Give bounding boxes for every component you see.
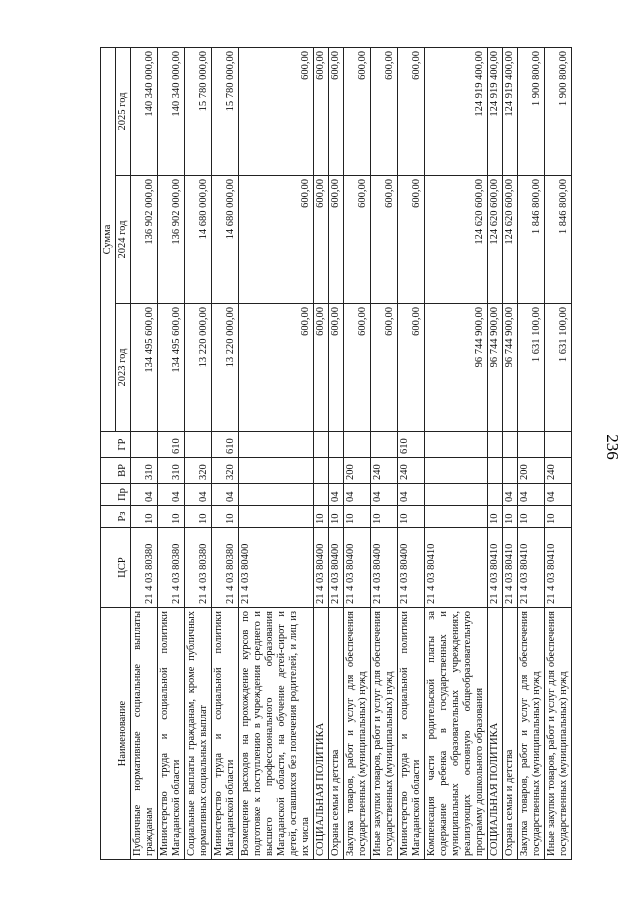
row-pr: 04 — [545, 484, 572, 506]
row-gr: 610 — [398, 432, 425, 458]
row-csr: 21 4 03 80380 — [131, 528, 158, 608]
row-2025: 124 919 400,00 — [503, 47, 518, 175]
page-number: 236 — [603, 434, 622, 460]
row-vr — [503, 458, 518, 484]
row-2023: 600,00 — [329, 304, 344, 432]
row-pr: 04 — [185, 484, 212, 506]
row-csr: 21 4 03 80400 — [371, 528, 398, 608]
row-2024: 124 620 600,00 — [488, 176, 503, 304]
table-row — [212, 47, 239, 859]
row-2025: 15 780 000,00 — [212, 47, 239, 175]
row-2024: 1 846 800,00 — [545, 176, 572, 304]
row-vr: 200 — [518, 458, 545, 484]
header-name: Наименование — [101, 608, 131, 860]
row-rz: 10 — [329, 506, 344, 528]
budget-table — [100, 47, 572, 860]
row-csr: 21 4 03 80400 — [329, 528, 344, 608]
header-2024: 2024 год — [116, 176, 131, 304]
row-rz: 10 — [371, 506, 398, 528]
row-vr: 240 — [545, 458, 572, 484]
row-name: Иные закупки товаров, работ и услуг для обеспечения государственных (муниципальных) нужд — [371, 608, 398, 860]
row-2023: 1 631 100,00 — [545, 304, 572, 432]
row-gr — [518, 432, 545, 458]
row-csr: 21 4 03 80400 — [344, 528, 371, 608]
row-vr: 310 — [158, 458, 185, 484]
row-vr — [239, 458, 314, 484]
row-pr — [488, 484, 503, 506]
header-2025: 2025 год — [116, 47, 131, 175]
row-2023: 96 744 900,00 — [503, 304, 518, 432]
row-2025: 1 900 800,00 — [545, 47, 572, 175]
row-2023: 134 495 600,00 — [158, 304, 185, 432]
row-csr: 21 4 03 80400 — [239, 528, 314, 608]
row-2024: 600,00 — [371, 176, 398, 304]
row-name: Публичные нормативные социальные выплаты гражданам — [131, 608, 158, 860]
budget-table-container — [100, 48, 576, 860]
row-pr: 04 — [344, 484, 371, 506]
row-csr: 21 4 03 80410 — [425, 528, 488, 608]
row-2024: 600,00 — [239, 176, 314, 304]
row-vr — [425, 458, 488, 484]
row-vr — [329, 458, 344, 484]
table-row — [344, 47, 371, 859]
row-2024: 600,00 — [344, 176, 371, 304]
row-name: Закупка товаров, работ и услуг для обеспечения государственных (муниципальных) нужд — [344, 608, 371, 860]
table-row — [371, 47, 398, 859]
row-2025: 600,00 — [239, 47, 314, 175]
row-rz — [239, 506, 314, 528]
row-2025: 600,00 — [371, 47, 398, 175]
row-csr: 21 4 03 80380 — [185, 528, 212, 608]
row-gr: 610 — [212, 432, 239, 458]
row-gr — [344, 432, 371, 458]
row-csr: 21 4 03 80400 — [398, 528, 425, 608]
row-2025: 1 900 800,00 — [518, 47, 545, 175]
row-rz: 10 — [545, 506, 572, 528]
header-rz: Рз — [101, 506, 131, 528]
row-pr: 04 — [131, 484, 158, 506]
header-sum: Сумма — [101, 47, 116, 431]
row-name: Охрана семьи и детства — [503, 608, 518, 860]
row-2023: 600,00 — [371, 304, 398, 432]
row-pr: 04 — [158, 484, 185, 506]
table-body — [131, 47, 572, 859]
row-name: Министерство труда и социальной политики Магаданской области — [398, 608, 425, 860]
row-2024: 136 902 000,00 — [131, 176, 158, 304]
row-pr: 04 — [398, 484, 425, 506]
row-csr: 21 4 03 80410 — [518, 528, 545, 608]
row-name: Министерство труда и социальной политики Магаданской области — [158, 608, 185, 860]
row-gr — [425, 432, 488, 458]
row-2025: 600,00 — [398, 47, 425, 175]
row-2025: 600,00 — [329, 47, 344, 175]
row-2024: 136 902 000,00 — [158, 176, 185, 304]
row-pr: 04 — [503, 484, 518, 506]
row-pr: 04 — [518, 484, 545, 506]
row-pr: 04 — [212, 484, 239, 506]
row-2024: 14 680 000,00 — [212, 176, 239, 304]
table-row — [398, 47, 425, 859]
row-2024: 14 680 000,00 — [185, 176, 212, 304]
row-2024: 600,00 — [314, 176, 329, 304]
row-rz: 10 — [212, 506, 239, 528]
row-rz: 10 — [185, 506, 212, 528]
row-rz — [425, 506, 488, 528]
table-row — [158, 47, 185, 859]
header-pr: Пр — [101, 484, 131, 506]
row-gr — [488, 432, 503, 458]
row-csr: 21 4 03 80380 — [158, 528, 185, 608]
row-gr — [371, 432, 398, 458]
row-csr: 21 4 03 80410 — [503, 528, 518, 608]
row-name: Охрана семьи и детства — [329, 608, 344, 860]
table-row — [185, 47, 212, 859]
row-rz: 10 — [518, 506, 545, 528]
row-2025: 124 919 400,00 — [488, 47, 503, 175]
row-pr: 04 — [371, 484, 398, 506]
row-gr — [545, 432, 572, 458]
row-vr: 320 — [185, 458, 212, 484]
row-name: Возмещение расходов на прохождение курсов по подготовке к поступлению в учреждения среднего и высшего профессионального образования Магаданской области, на обучение детей-сирот и детей, оставшихся без попечения родителей, и лиц из их числа — [239, 608, 314, 860]
row-name: СОЦИАЛЬНАЯ ПОЛИТИКА — [488, 608, 503, 860]
row-2025: 140 340 000,00 — [131, 47, 158, 175]
row-2025: 140 340 000,00 — [158, 47, 185, 175]
table-row — [239, 47, 314, 859]
row-name: Социальные выплаты гражданам, кроме публичных нормативных социальных выплат — [185, 608, 212, 860]
row-vr: 240 — [398, 458, 425, 484]
row-2024: 1 846 800,00 — [518, 176, 545, 304]
row-vr — [314, 458, 329, 484]
row-pr — [239, 484, 314, 506]
row-rz: 10 — [314, 506, 329, 528]
row-vr: 240 — [371, 458, 398, 484]
table-row — [488, 47, 503, 859]
row-vr — [488, 458, 503, 484]
table-row — [329, 47, 344, 859]
row-csr: 21 4 03 80400 — [314, 528, 329, 608]
row-rz: 10 — [503, 506, 518, 528]
row-2024: 600,00 — [398, 176, 425, 304]
row-2025: 124 919 400,00 — [425, 47, 488, 175]
row-pr: 04 — [329, 484, 344, 506]
row-rz: 10 — [344, 506, 371, 528]
table-row — [545, 47, 572, 859]
row-name: Иные закупки товаров, работ и услуг для обеспечения государственных (муниципальных) нужд — [545, 608, 572, 860]
row-2023: 600,00 — [314, 304, 329, 432]
row-gr — [131, 432, 158, 458]
row-2023: 13 220 000,00 — [185, 304, 212, 432]
row-vr: 310 — [131, 458, 158, 484]
table-row — [314, 47, 329, 859]
row-pr — [314, 484, 329, 506]
row-2023: 96 744 900,00 — [488, 304, 503, 432]
row-2023: 1 631 100,00 — [518, 304, 545, 432]
row-gr — [185, 432, 212, 458]
row-2023: 600,00 — [398, 304, 425, 432]
row-2025: 600,00 — [344, 47, 371, 175]
header-gr: ГР — [101, 432, 131, 458]
row-name: СОЦИАЛЬНАЯ ПОЛИТИКА — [314, 608, 329, 860]
row-gr — [314, 432, 329, 458]
row-gr: 610 — [158, 432, 185, 458]
row-csr: 21 4 03 80410 — [545, 528, 572, 608]
row-2023: 13 220 000,00 — [212, 304, 239, 432]
table-row — [518, 47, 545, 859]
row-2023: 600,00 — [239, 304, 314, 432]
row-rz: 10 — [488, 506, 503, 528]
table-row — [131, 47, 158, 859]
row-pr — [425, 484, 488, 506]
row-rz: 10 — [158, 506, 185, 528]
row-gr — [329, 432, 344, 458]
header-vr: ВР — [101, 458, 131, 484]
row-2023: 96 744 900,00 — [425, 304, 488, 432]
header-2023: 2023 год — [116, 304, 131, 432]
row-2024: 124 620 600,00 — [425, 176, 488, 304]
row-rz: 10 — [131, 506, 158, 528]
table-header — [101, 47, 131, 859]
row-vr: 320 — [212, 458, 239, 484]
table-row — [425, 47, 488, 859]
row-2025: 600,00 — [314, 47, 329, 175]
table-row — [503, 47, 518, 859]
row-csr: 21 4 03 80380 — [212, 528, 239, 608]
row-csr: 21 4 03 80410 — [488, 528, 503, 608]
row-name: Закупка товаров, работ и услуг для обеспечения государственных (муниципальных) нужд — [518, 608, 545, 860]
row-2024: 600,00 — [329, 176, 344, 304]
row-vr: 200 — [344, 458, 371, 484]
row-gr — [239, 432, 314, 458]
row-rz: 10 — [398, 506, 425, 528]
header-csr: ЦСР — [101, 528, 131, 608]
row-name: Компенсация части родительской платы за содержание ребенка в государственных и муниципальных образовательных учреждениях, реализующих основную общеобразовательную программу дошкольного образования — [425, 608, 488, 860]
row-gr — [503, 432, 518, 458]
row-2025: 15 780 000,00 — [185, 47, 212, 175]
row-2023: 134 495 600,00 — [131, 304, 158, 432]
row-name: Министерство труда и социальной политики Магаданской области — [212, 608, 239, 860]
row-2023: 600,00 — [344, 304, 371, 432]
row-2024: 124 620 600,00 — [503, 176, 518, 304]
